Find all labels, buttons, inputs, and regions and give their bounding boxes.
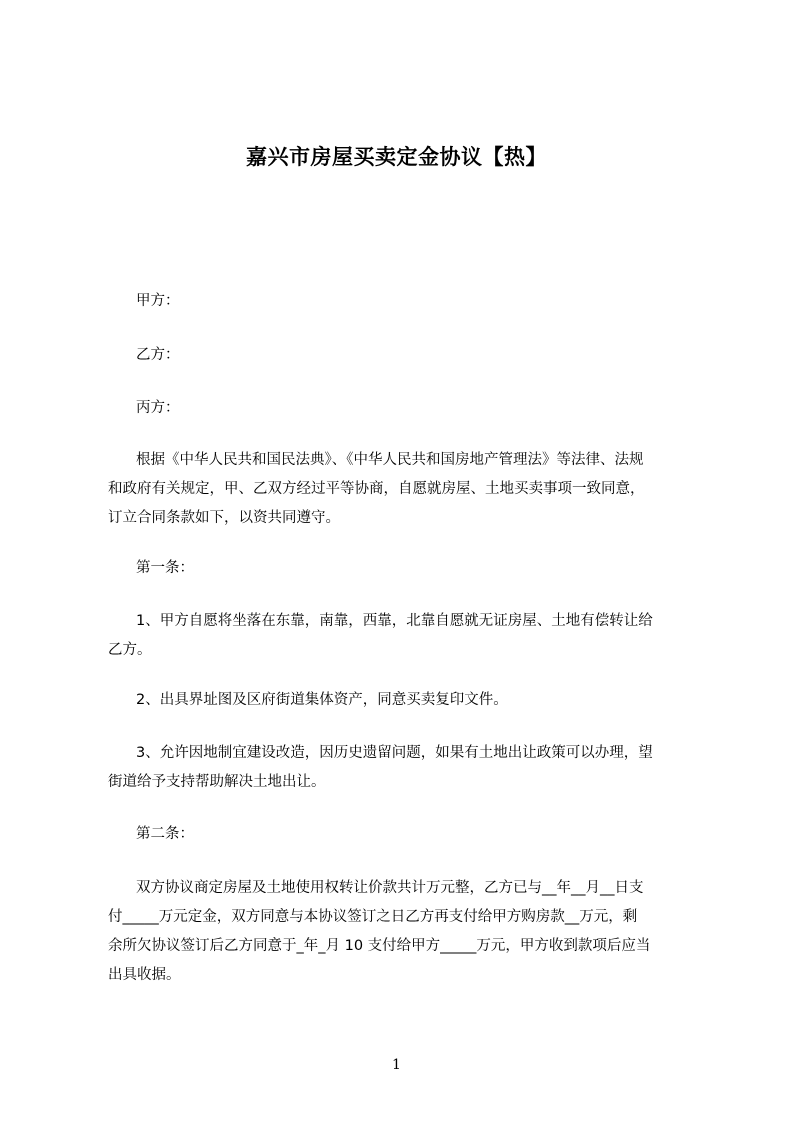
article-1-item-3-line: 街道给予支持帮助解决土地出让。 — [108, 774, 326, 790]
article-1-item-3-line: 3、允许因地制宜建设改造，因历史遗留问题，如果有土地出让政策可以办理，望 — [136, 745, 653, 761]
party-b-label: 乙方： — [136, 347, 180, 363]
page-number: 1 — [392, 1057, 401, 1073]
article-1-item-1-line: 乙方。 — [108, 642, 152, 658]
article-2-line: 双方协议商定房屋及土地使用权转让价款共计万元整，乙方已与__年__月__日支 — [136, 880, 644, 896]
intro-line: 订立合同条款如下，以资共同遵守。 — [108, 510, 340, 526]
intro-paragraph — [108, 446, 718, 533]
article-1-heading — [108, 554, 718, 583]
article-1-item-1-line: 1、甲方自愿将坐落在东靠，南靠，西靠，北靠自愿就无证房屋、土地有偿转让给 — [136, 613, 653, 629]
article-1-item-2 — [108, 686, 718, 715]
article-2-heading — [108, 820, 718, 849]
article-1-item-3 — [108, 739, 718, 797]
article-2-paragraph — [108, 874, 718, 990]
intro-line: 根据《中华人民共和国民法典》、《中华人民共和国房地产管理法》等法律、法规 — [136, 452, 644, 468]
article-2-heading-text: 第二条： — [136, 826, 194, 842]
document-title: 嘉兴市房屋买卖定金协议【热】 — [246, 145, 547, 169]
intro-line: 和政府有关规定，甲、乙双方经过平等协商，自愿就房屋、土地买卖事项一致同意， — [108, 481, 645, 497]
party-a-label: 甲方： — [136, 293, 180, 309]
article-2-line: 余所欠协议签订后乙方同意于_年_月 10 支付给甲方_____万元，甲方收到款项后应当 — [108, 938, 651, 954]
party-c-label: 丙方： — [136, 400, 180, 416]
party-a-line — [108, 287, 718, 316]
party-c-line — [108, 394, 718, 423]
party-b-line — [108, 341, 718, 370]
article-1-heading-text: 第一条： — [136, 560, 194, 576]
article-1-item-2-line: 2、出具界址图及区府街道集体资产，同意买卖复印文件。 — [136, 692, 508, 708]
article-2-line: 出具收据。 — [108, 967, 181, 983]
article-2-line: 付_____万元定金，双方同意与本协议签订之日乙方再支付给甲方购房款__万元，剩 — [108, 909, 638, 925]
article-1-item-1 — [108, 607, 718, 665]
